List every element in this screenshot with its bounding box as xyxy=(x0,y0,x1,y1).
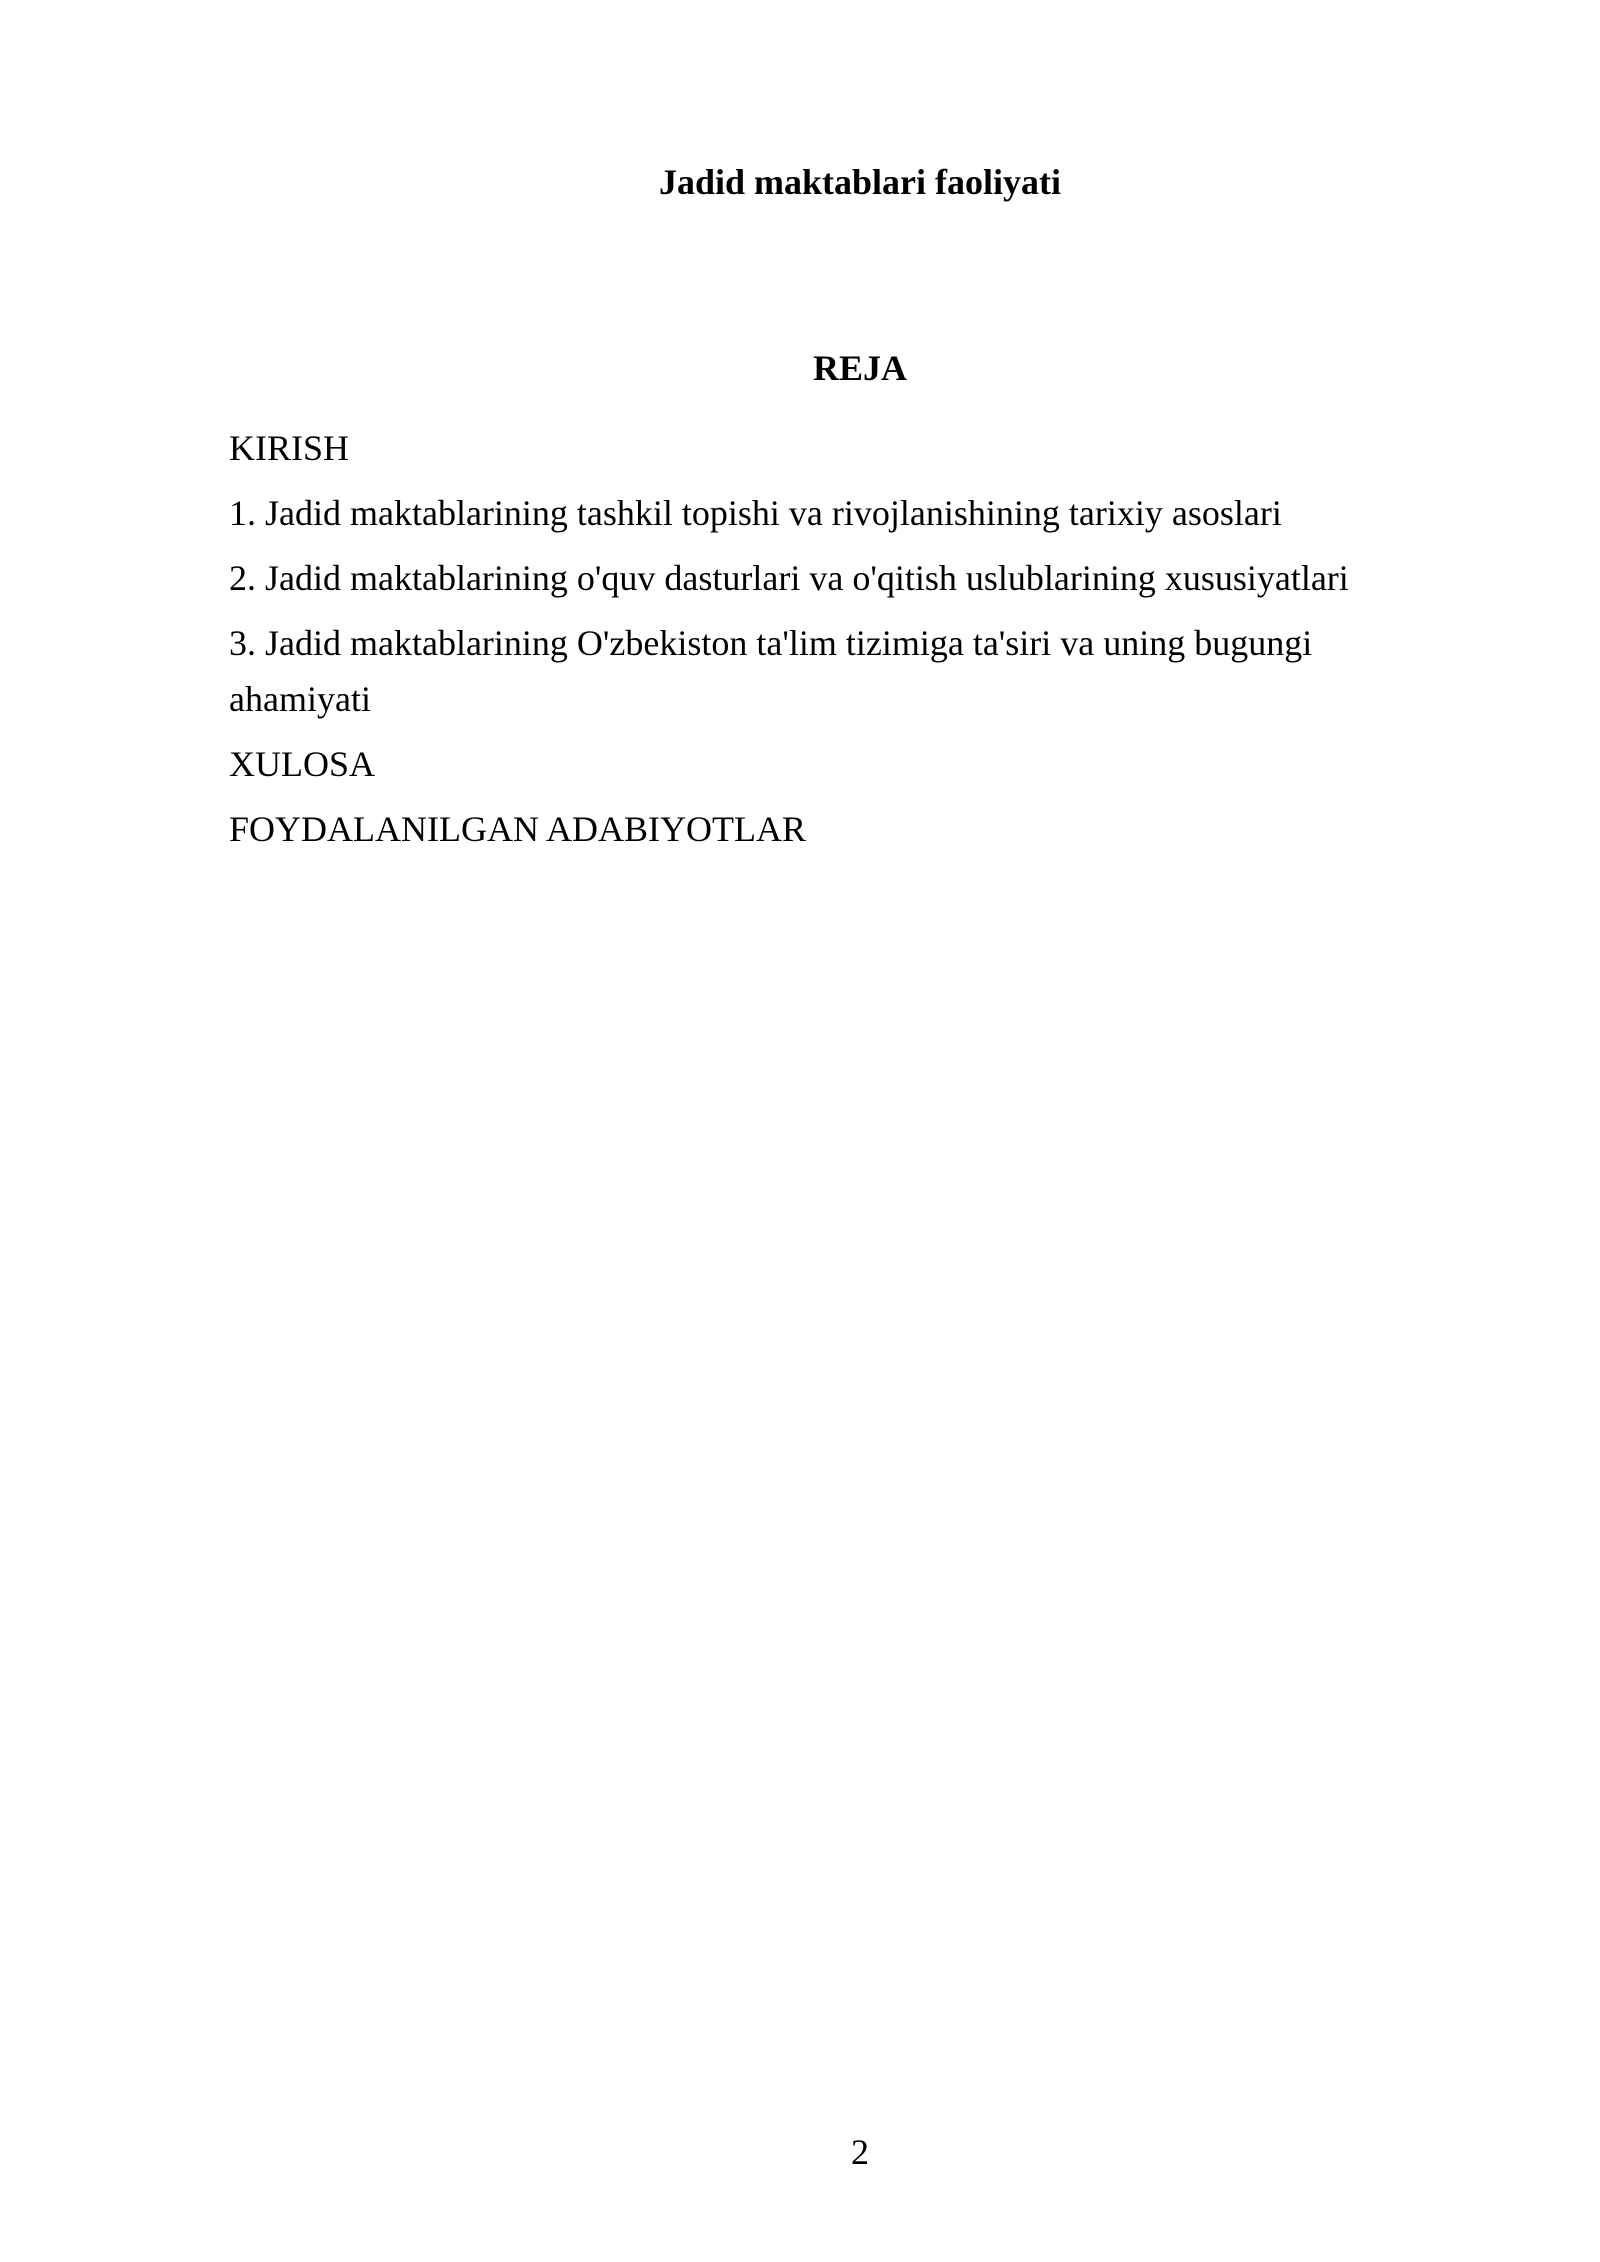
document-title: Jadid maktablari faoliyati xyxy=(658,162,1062,202)
plan-item-1: 1. Jadid maktablarining tashkil topishi va rivojlanishining tarixiy asoslari xyxy=(229,493,1282,533)
plan-list xyxy=(229,420,1409,866)
plan-item-3: 3. Jadid maktablarining O'zbekiston ta'lim tizimiga ta'siri va uning bugungi ahamiyati xyxy=(229,623,1313,719)
page-number: 2 xyxy=(851,2132,869,2172)
plan-item-2: 2. Jadid maktablarining o'quv dasturlari va o'qitish uslublarining xususiyatlari xyxy=(229,558,1349,598)
plan-item-conclusion: XULOSA xyxy=(229,744,376,784)
plan-item-introduction: KIRISH xyxy=(229,428,350,468)
plan-heading: REJA xyxy=(812,348,907,388)
plan-item-references: FOYDALANILGAN ADABIYOTLAR xyxy=(229,809,806,849)
